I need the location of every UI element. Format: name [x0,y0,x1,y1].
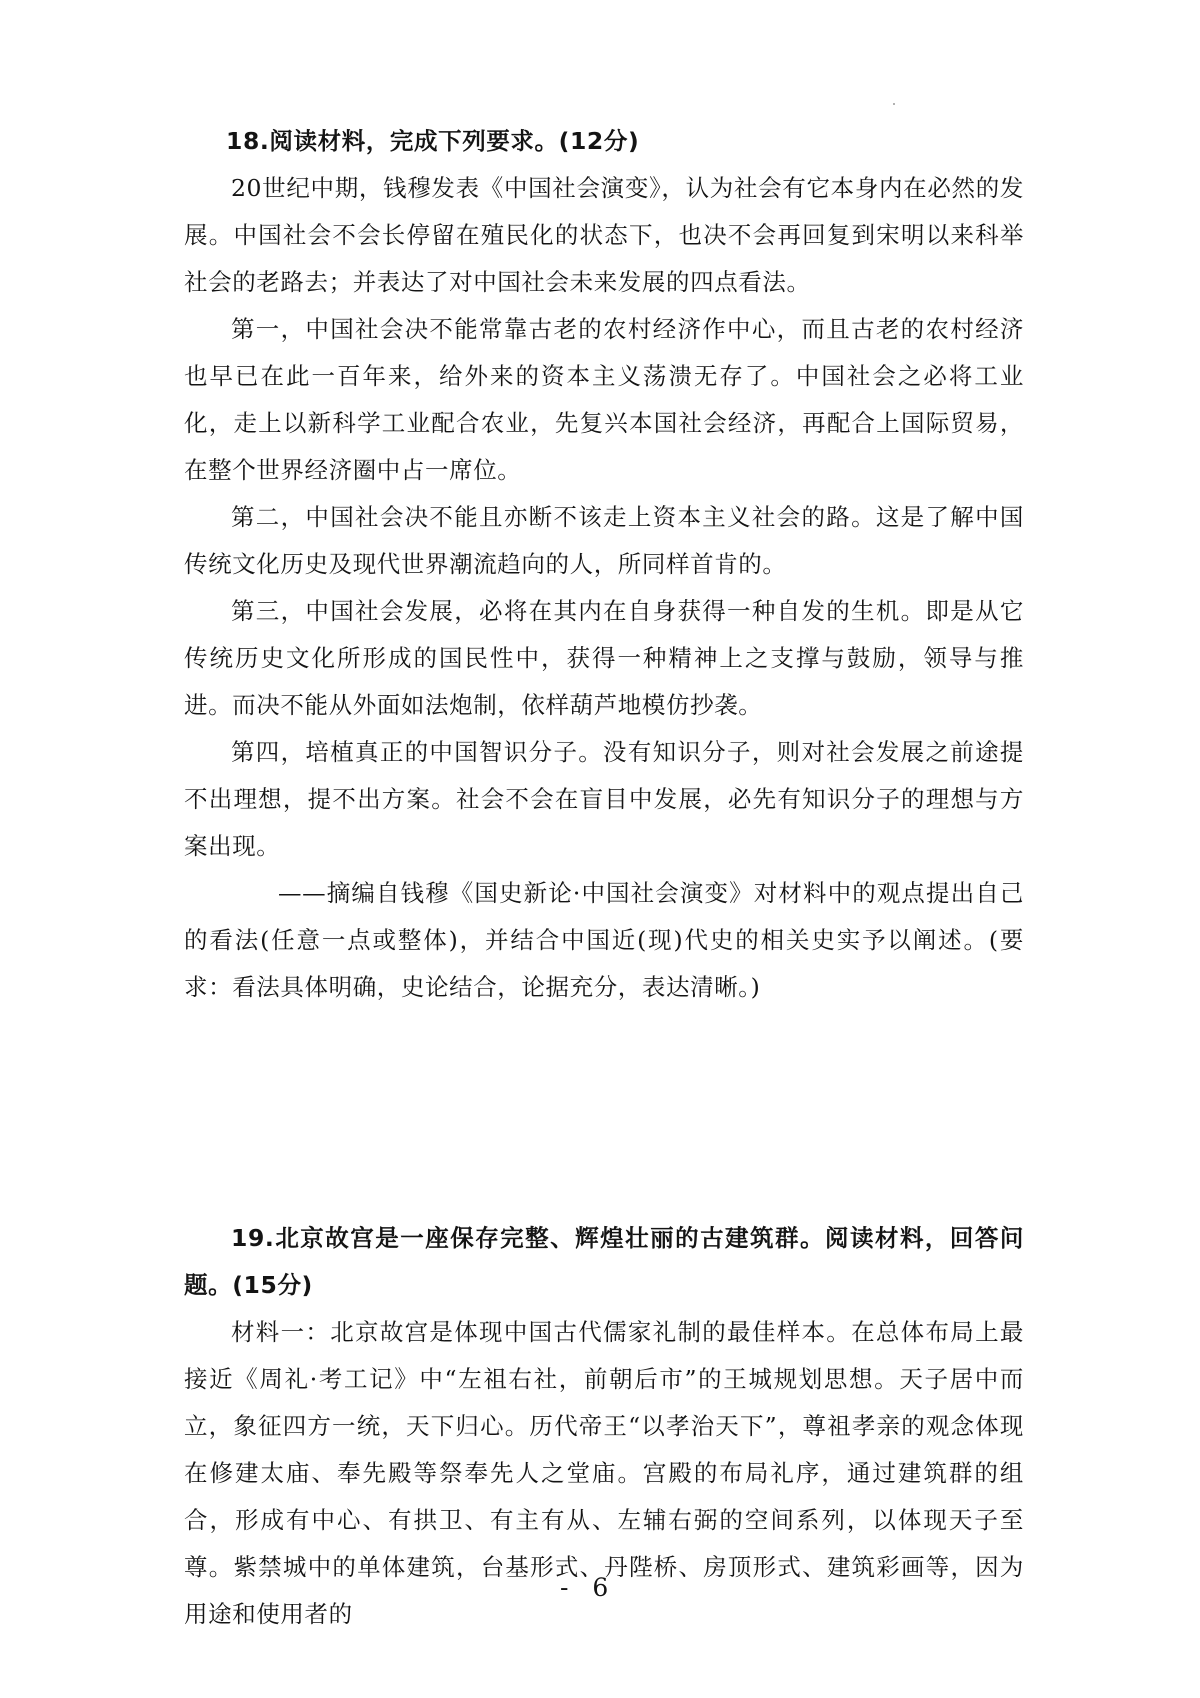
q18-paragraph-point-3: 第三，中国社会发展，必将在其内在自身获得一种自发的生机。即是从它传统历史文化所形成的国民性中，获得一种精神上之支撑与鼓励，领导与推进。而决不能从外面如法炮制，依样葫芦地模仿抄袭。 [184,597,1024,719]
question-18-heading [226,118,1026,165]
question-19-title: 19.北京故宫是一座保存完整、辉煌壮丽的古建筑群。阅读材料，回答问题。(15分) [184,1224,1024,1299]
q18-paragraph-intro: 20世纪中期，钱穆发表《中国社会演变》，认为社会有它本身内在必然的发展。中国社会不会长停留在殖民化的状态下，也决不会再回复到宋明以来科举社会的老路去；并表达了对中国社会未来发展的四点看法。 [184,174,1024,296]
q19-material-1: 材料一：北京故宫是体现中国古代儒家礼制的最佳样本。在总体布局上最接近《周礼·考工记》中“左祖右社，前朝后市”的王城规划思想。天子居中而立，象征四方一统，天下归心。历代帝王“以孝治天下”，尊祖孝亲的观念体现在修建太庙、奉先殿等祭奉先人之堂庙。宫殿的布局礼序，通过建筑群的组合，形成有中心、有拱卫、有主有从、左辅右弼的空间系列，以体现天子至尊。紫禁城中的单体建筑，台基形式、丹陛桥、房顶形式、建筑彩画等，因为用途和使用者的 [184,1318,1024,1628]
question-18-material [184,165,1024,1011]
q18-paragraph-point-1: 第一，中国社会决不能常靠古老的农村经济作中心，而且古老的农村经济也早已在此一百年来，给外来的资本主义荡溃无存了。中国社会之必将工业化，走上以新科学工业配合农业，先复兴本国社会经济，再配合上国际贸易，在整个世界经济圈中占一席位。 [184,315,1024,484]
q18-paragraph-point-4: 第四，培植真正的中国智识分子。没有知识分子，则对社会发展之前途提不出理想，提不出方案。社会不会在盲目中发展，必先有知识分子的理想与方案出现。 [184,738,1024,860]
page-number: - 6 [560,1573,617,1602]
q18-paragraph-point-2: 第二，中国社会决不能且亦断不该走上资本主义社会的路。这是了解中国传统文化历史及现代世界潮流趋向的人，所同样首肯的。 [184,503,1024,578]
scan-speck [893,103,895,105]
question-18-title: 18.阅读材料，完成下列要求。(12分) [226,127,640,155]
q18-source-and-task: ——摘编自钱穆《国史新论·中国社会演变》对材料中的观点提出自己的看法(任意一点或整体)，并结合中国近(现)代史的相关史实予以阐述。(要求：看法具体明确，史论结合，论据充分，表达清晰。) [184,879,1024,1001]
question-19-heading [184,1215,1024,1309]
